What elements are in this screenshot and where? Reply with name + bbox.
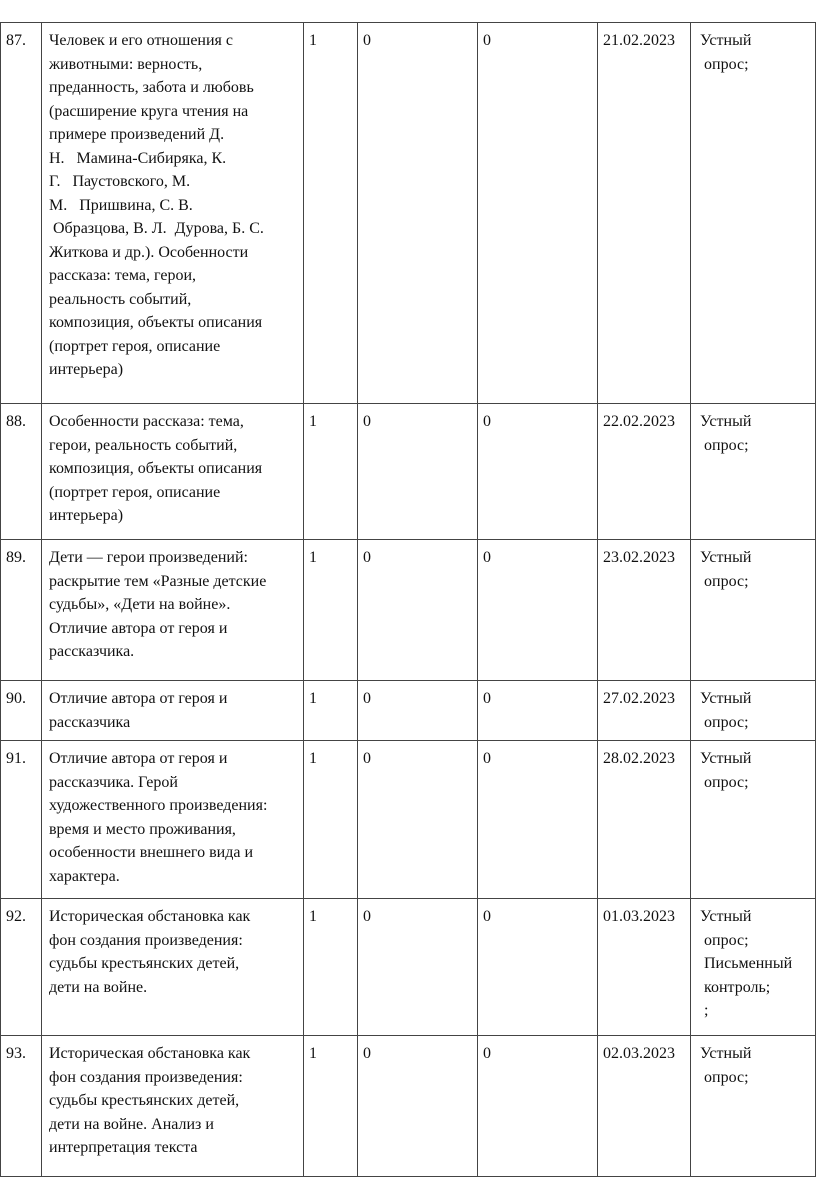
assessment-form-line: Устный bbox=[700, 908, 752, 925]
assessment-form-cell bbox=[691, 681, 816, 741]
lesson-number-cell: 87. bbox=[1, 23, 42, 404]
table-row bbox=[1, 540, 816, 681]
topic-line: композиция, объекты описания bbox=[49, 460, 263, 477]
table-row bbox=[1, 23, 816, 404]
practical-works-cell: 0 bbox=[478, 1036, 598, 1177]
assessment-form-cell bbox=[691, 540, 816, 681]
table-row bbox=[1, 899, 816, 1036]
control-works-cell: 0 bbox=[358, 23, 478, 404]
total-hours-cell: 1 bbox=[304, 899, 358, 1036]
lesson-number-cell: 90. bbox=[1, 681, 42, 741]
topic-line: Отличие автора от героя и bbox=[49, 619, 228, 637]
assessment-form-line: Устный bbox=[700, 32, 752, 49]
control-works-cell: 0 bbox=[358, 404, 478, 540]
topic-line: характера. bbox=[49, 867, 120, 885]
topic-line: раскрытие тем «Разные детские bbox=[49, 572, 267, 590]
topic-line: композиция, объекты описания bbox=[49, 314, 263, 331]
topic-line: художественного произведения: bbox=[49, 797, 268, 814]
topic-line: дети на войне. Анализ и bbox=[49, 1115, 214, 1133]
control-works-cell: 0 bbox=[358, 1036, 478, 1177]
topic-line: фон создания произведения: bbox=[49, 1068, 243, 1086]
topic-line: судьбы крестьянских детей, bbox=[49, 1092, 240, 1109]
topic-line: судьбы», «Дети на войне». bbox=[49, 596, 231, 613]
assessment-form-cell bbox=[691, 404, 816, 540]
practical-works-cell: 0 bbox=[478, 741, 598, 899]
total-hours-cell: 1 bbox=[304, 681, 358, 741]
topic-line: Дети — герои произведений: bbox=[49, 549, 248, 566]
assessment-form-line: ; bbox=[704, 1002, 709, 1019]
assessment-form-line: Устный bbox=[700, 1045, 752, 1062]
topic-line: Особенности рассказа: тема, bbox=[49, 413, 244, 430]
lesson-number-cell: 92. bbox=[1, 899, 42, 1036]
topic-line: реальность событий, bbox=[49, 290, 192, 308]
topic-line: особенности внешнего вида и bbox=[49, 844, 253, 861]
topic-line: Отличие автора от героя и bbox=[49, 750, 228, 767]
total-hours-cell: 1 bbox=[304, 741, 358, 899]
assessment-form-cell bbox=[691, 899, 816, 1036]
control-works-cell: 0 bbox=[358, 681, 478, 741]
topic-line: (портрет героя, описание bbox=[49, 337, 221, 355]
topic-line: интерьера) bbox=[49, 361, 124, 378]
topic-line: Н. Мамина-Сибиряка, К. bbox=[49, 149, 227, 167]
total-hours-cell: 1 bbox=[304, 23, 358, 404]
practical-works-cell: 0 bbox=[478, 540, 598, 681]
topic-line: Г. Паустовского, М. bbox=[49, 173, 191, 190]
practical-works-cell: 0 bbox=[478, 404, 598, 540]
assessment-form-line: Устный bbox=[700, 413, 752, 430]
assessment-form-line: опрос; bbox=[704, 436, 749, 454]
lesson-date-cell: 22.02.2023 bbox=[598, 404, 691, 540]
practical-works-cell: 0 bbox=[478, 899, 598, 1036]
lesson-number-cell: 89. bbox=[1, 540, 42, 681]
topic-line: время и место проживания, bbox=[49, 820, 236, 838]
lesson-date-cell: 27.02.2023 bbox=[598, 681, 691, 741]
topic-line: Житкова и др.). Особенности bbox=[49, 243, 249, 261]
lesson-date-cell: 28.02.2023 bbox=[598, 741, 691, 899]
topic-line: рассказчика. bbox=[49, 643, 135, 660]
total-hours-cell: 1 bbox=[304, 1036, 358, 1177]
lesson-date-cell: 01.03.2023 bbox=[598, 899, 691, 1036]
lesson-topic-cell bbox=[42, 404, 304, 540]
table-row bbox=[1, 404, 816, 540]
assessment-form-line: контроль; bbox=[704, 978, 771, 996]
topic-line: рассказчика. Герой bbox=[49, 773, 178, 791]
assessment-form-line: опрос; bbox=[704, 55, 749, 73]
assessment-form-line: Устный bbox=[700, 750, 752, 767]
topic-line: Отличие автора от героя и bbox=[49, 690, 228, 707]
practical-works-cell: 0 bbox=[478, 681, 598, 741]
total-hours-cell: 1 bbox=[304, 404, 358, 540]
lesson-date-cell: 02.03.2023 bbox=[598, 1036, 691, 1177]
control-works-cell: 0 bbox=[358, 899, 478, 1036]
assessment-form-line: опрос; bbox=[704, 931, 749, 949]
topic-line: примере произведений Д. bbox=[49, 126, 225, 143]
total-hours-cell: 1 bbox=[304, 540, 358, 681]
topic-line: М. Пришвина, С. В. bbox=[49, 196, 193, 214]
assessment-form-cell bbox=[691, 23, 816, 404]
topic-line: судьбы крестьянских детей, bbox=[49, 955, 240, 972]
topic-line: рассказчика bbox=[49, 713, 131, 731]
topic-line: интерьера) bbox=[49, 507, 124, 524]
topic-line: преданность, забота и любовь bbox=[49, 79, 254, 96]
lesson-number-cell: 88. bbox=[1, 404, 42, 540]
lesson-topic-cell bbox=[42, 1036, 304, 1177]
topic-line: Человек и его отношения с bbox=[49, 32, 233, 49]
topic-line: (расширение круга чтения на bbox=[49, 102, 249, 120]
assessment-form-line: опрос; bbox=[704, 713, 749, 731]
topic-line: интерпретация текста bbox=[49, 1139, 198, 1156]
assessment-form-cell bbox=[691, 741, 816, 899]
lesson-topic-cell bbox=[42, 741, 304, 899]
lesson-topic-cell bbox=[42, 23, 304, 404]
topic-line: фон создания произведения: bbox=[49, 931, 243, 949]
topic-line: Историческая обстановка как bbox=[49, 1045, 251, 1062]
lesson-topic-cell bbox=[42, 540, 304, 681]
lesson-topic-cell bbox=[42, 899, 304, 1036]
lesson-plan-table bbox=[0, 22, 816, 1177]
lesson-date-cell: 21.02.2023 bbox=[598, 23, 691, 404]
topic-line: герои, реальность событий, bbox=[49, 436, 238, 454]
assessment-form-cell bbox=[691, 1036, 816, 1177]
topic-line: рассказа: тема, герои, bbox=[49, 267, 197, 284]
lesson-topic-cell bbox=[42, 681, 304, 741]
lesson-date-cell: 23.02.2023 bbox=[598, 540, 691, 681]
topic-line: Историческая обстановка как bbox=[49, 908, 251, 925]
control-works-cell: 0 bbox=[358, 540, 478, 681]
control-works-cell: 0 bbox=[358, 741, 478, 899]
table-row bbox=[1, 741, 816, 899]
assessment-form-line: опрос; bbox=[704, 1068, 749, 1086]
topic-line: животными: верность, bbox=[49, 55, 203, 73]
practical-works-cell: 0 bbox=[478, 23, 598, 404]
assessment-form-line: Устный bbox=[700, 549, 752, 566]
topic-line: Образцова, В. Л. Дурова, Б. С. bbox=[49, 220, 264, 237]
table-row bbox=[1, 681, 816, 741]
assessment-form-line: Письменный bbox=[704, 955, 793, 972]
assessment-form-line: опрос; bbox=[704, 773, 749, 791]
topic-line: дети на войне. bbox=[49, 978, 148, 996]
table-row bbox=[1, 1036, 816, 1177]
lesson-number-cell: 93. bbox=[1, 1036, 42, 1177]
lesson-number-cell: 91. bbox=[1, 741, 42, 899]
topic-line: (портрет героя, описание bbox=[49, 483, 221, 501]
assessment-form-line: Устный bbox=[700, 690, 752, 707]
assessment-form-line: опрос; bbox=[704, 572, 749, 590]
